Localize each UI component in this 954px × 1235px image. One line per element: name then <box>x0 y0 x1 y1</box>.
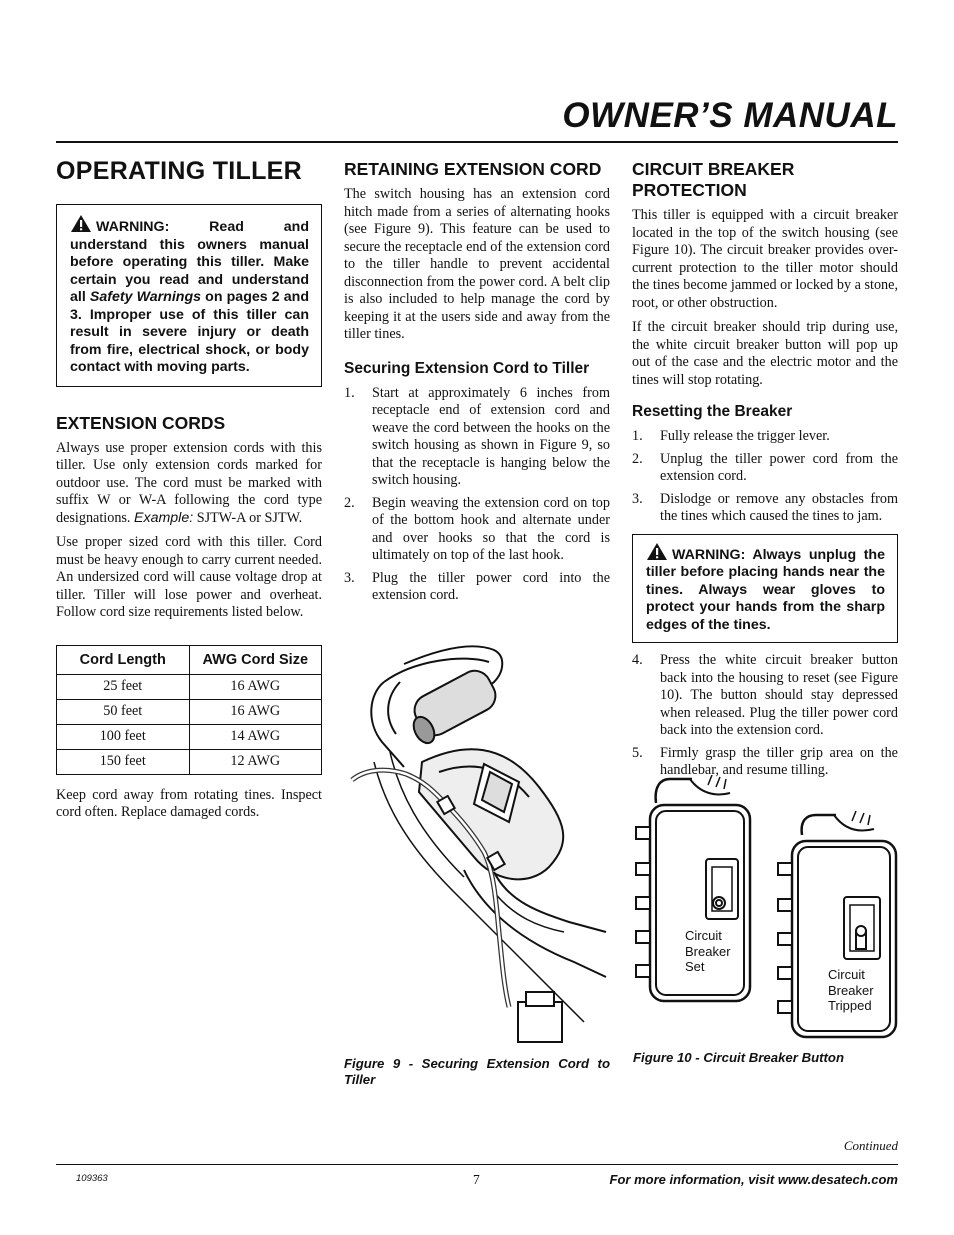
list-item <box>632 491 898 526</box>
step-number: 1. <box>632 428 643 444</box>
extension-cords-paragraph-3: Keep cord away from rotating tines. Inspect cord often. Replace damaged cords. <box>56 786 322 820</box>
table-cell: 16 AWG <box>189 699 322 724</box>
table-row <box>57 749 322 774</box>
retaining-cord-paragraph: The switch housing has an extension cord hitch made from a series of alternating hooks (see Figure 9). This feature can be used to secure the receptacle end of the extension cord to the tiller handle to prevent accidental disconnection from the power cord. A belt clip is also included to help manage the cord by keeping it at the users side and away from the tiller tines. <box>344 186 610 342</box>
securing-cord-steps <box>344 385 610 605</box>
footer-rule <box>56 1164 898 1165</box>
label-line: Set <box>685 959 705 974</box>
extension-cords-paragraph-1 <box>56 440 322 528</box>
column-left <box>56 155 322 829</box>
list-item <box>344 570 610 605</box>
resetting-breaker-subheading: Resetting the Breaker <box>632 403 793 420</box>
step-text: Plug the tiller power cord into the extension cord. <box>372 569 610 603</box>
step-text: Firmly grasp the tiller grip area on the handlebar, and resume tilling. <box>660 744 898 778</box>
label-line: Breaker <box>828 982 874 998</box>
label-circuit-breaker-set <box>685 928 731 975</box>
table-cell: 25 feet <box>57 674 190 699</box>
document-title: OWNER’S MANUAL <box>562 96 898 135</box>
step-number: 2. <box>632 450 643 467</box>
resetting-steps-a <box>632 428 898 526</box>
figure-9-caption: Figure 9 - Securing Extension Cord to Tiller <box>344 1056 610 1087</box>
label-circuit-breaker-tripped <box>828 967 874 1014</box>
resetting-steps-b <box>632 652 898 780</box>
list-item <box>632 428 898 446</box>
label-line: Circuit <box>828 967 865 982</box>
label-line: Tripped <box>828 998 872 1013</box>
document-number: 109363 <box>76 1173 108 1184</box>
warning-box <box>632 534 898 644</box>
table-cell: 16 AWG <box>189 674 322 699</box>
step-text: Fully release the trigger lever. <box>660 428 830 444</box>
table-row <box>57 674 322 699</box>
list-item <box>344 495 610 565</box>
securing-cord-subheading: Securing Extension Cord to Tiller <box>344 359 590 377</box>
column-middle <box>344 155 610 613</box>
figure-10-caption: Figure 10 - Circuit Breaker Button <box>633 1050 845 1065</box>
retaining-cord-heading: RETAINING EXTENSION CORD <box>344 159 602 179</box>
table-cell: 14 AWG <box>189 724 322 749</box>
figure-9-illustration <box>344 642 614 1050</box>
label-line: Breaker <box>685 943 731 959</box>
table-header-row <box>57 645 322 674</box>
circuit-breaker-heading: CIRCUIT BREAKER PROTECTION <box>632 159 795 200</box>
column-right <box>632 155 898 788</box>
step-text: Unplug the tiller power cord from the extension cord. <box>660 450 898 484</box>
footer-website-note: For more information, visit www.desatech.com <box>609 1172 898 1187</box>
title-rule <box>56 141 898 143</box>
step-text: Start at approximately 6 inches from receptacle end of extension cord and weave the cord between the hooks on the switch housing as shown in Figure 9, so that the receptacle is hanging below the switch housing. <box>372 384 610 488</box>
cord-size-table <box>56 645 322 775</box>
table-cell: 50 feet <box>57 699 190 724</box>
table-row <box>57 724 322 749</box>
ext-p1-text-b: SJTW-A or SJTW. <box>193 509 303 526</box>
warning-text-rest: on pages 2 and 3. Improper use of this tiller can result in severe injury or death from fire, electrical shock, or body contact with moving parts. <box>70 289 310 375</box>
warning-triangle-icon <box>646 542 668 561</box>
page-number: 7 <box>473 1172 480 1187</box>
table-header: AWG Cord Size <box>189 645 322 674</box>
extension-cords-heading: EXTENSION CORDS <box>56 412 226 433</box>
ext-p1-example: Example: <box>134 509 194 526</box>
extension-cords-paragraph-2: Use proper sized cord with this tiller. Cord must be heavy enough to carry current needed. An undersized cord will cause voltage drop at tiller. Tiller will lose power and overheat. Follow cord size requirements listed below. <box>56 534 322 620</box>
list-item <box>344 385 610 490</box>
warning-triangle-icon <box>70 214 92 233</box>
warning-text: WARNING: Always unplug the tiller before placing hands near the tines. Always wear gloves to protect your hands from the sharp edges of the tines. <box>646 546 885 633</box>
step-number: 4. <box>632 652 643 668</box>
step-text: Dislodge or remove any obstacles from the tines which caused the tines to jam. <box>660 490 898 524</box>
continued-note: Continued <box>843 1138 898 1153</box>
section-title: OPERATING TILLER <box>56 157 302 185</box>
step-number: 3. <box>344 569 355 586</box>
label-line: Circuit <box>685 928 722 943</box>
warning-box <box>56 204 322 387</box>
table-cell: 100 feet <box>57 724 190 749</box>
step-text: Press the white circuit breaker button back into the housing to reset (see Figure 10). The button should stay depressed when released. Plug the tiller power cord back into the extension cord. <box>660 652 898 738</box>
warning-text-lead: WARNING: Read and understand this owners manual before operating this tiller. Make certain you read and understand all <box>70 219 309 305</box>
step-number: 1. <box>344 384 355 401</box>
table-row <box>57 699 322 724</box>
circuit-breaker-paragraph-2: If the circuit breaker should trip during use, the white circuit breaker button will pop up out of the case and the electric motor and the tines will stop rotating. <box>632 319 898 388</box>
step-number: 2. <box>344 494 355 511</box>
step-text: Begin weaving the extension cord on top of the bottom hook and alternate under and over hooks so that the cord is ultimately on top of the last hook. <box>372 494 610 563</box>
table-header: Cord Length <box>57 645 190 674</box>
list-item <box>632 652 898 740</box>
step-number: 5. <box>632 744 643 761</box>
circuit-breaker-paragraph-1: This tiller is equipped with a circuit breaker located in the top of the switch housing (see Figure 10). The circuit breaker provides over-current protection to the tiller motor should the tines become jammed or locked by a stone, root, or other obstruction. <box>632 207 898 311</box>
table-cell: 150 feet <box>57 749 190 774</box>
table-cell: 12 AWG <box>189 749 322 774</box>
ext-p1-text: Always use proper extension cords with this tiller. Use only extension cords marked for outdoor use. The cord must be marked with suffix W or W-A following the cord type designations. <box>56 439 322 526</box>
warning-text-italic: Safety Warnings <box>89 289 202 305</box>
list-item <box>632 451 898 486</box>
step-number: 3. <box>632 490 643 507</box>
